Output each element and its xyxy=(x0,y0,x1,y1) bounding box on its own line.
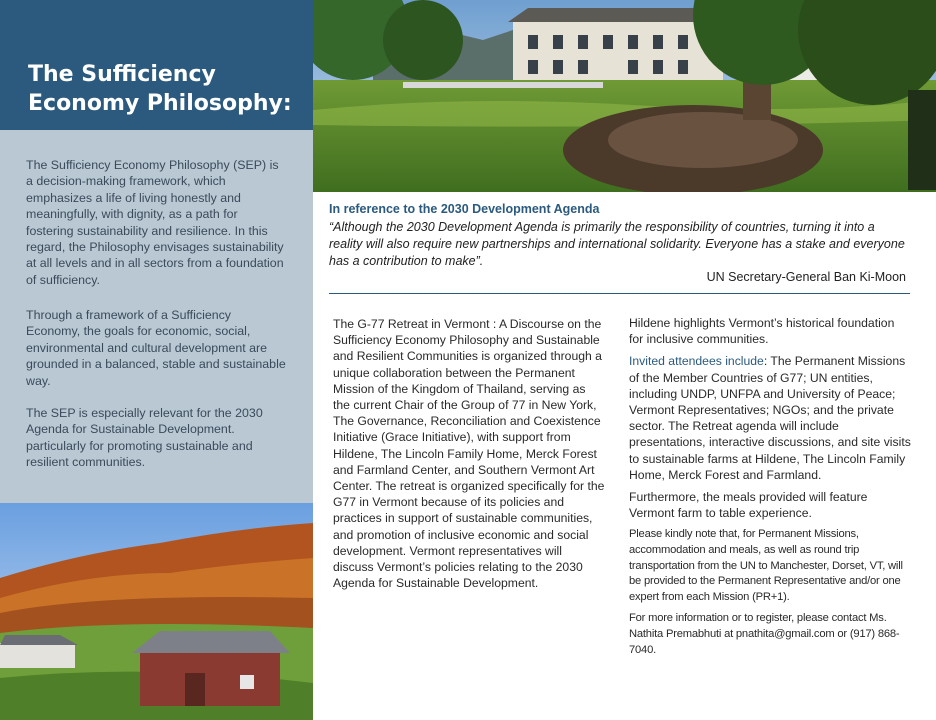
sep-description-panel xyxy=(0,130,313,503)
logistics-note-paragraph: Please kindly note that, for Permanent Missions, accommodation and meals, as well as round trip transportation from the UN to Manchester, Dorset, VT, will be provided to the Permanent Representative and/or one expert from each Mission (PR+1). xyxy=(629,528,903,603)
sep-framework-paragraph: Through a framework of a Sufficiency Economy, the goals for economic, social, environmental and cultural development are grounded in a balanced, stable and sustainable way. xyxy=(26,308,286,388)
invited-attendees-paragraph xyxy=(629,353,911,483)
autumn-barn-photo xyxy=(0,503,313,720)
invited-attendees-label: Invited attendees include xyxy=(629,354,764,369)
quote-heading: In reference to the 2030 Development Agenda xyxy=(329,202,600,216)
quote-attribution: UN Secretary-General Ban Ki-Moon xyxy=(706,270,906,284)
quote-text: “Although the 2030 Development Agenda is primarily the responsibility of countries, turning it into a reality will also require new partnerships and international solidarity. Everyone has a stake and everyone has a contribution to make”. xyxy=(329,220,905,268)
contact-paragraph: For more information or to register, please contact Ms. Nathita Premabhuti at pnathita@gmail.com or (917) 868-7040. xyxy=(629,612,900,656)
hildene-paragraph: Hildene highlights Vermont’s historical foundation for inclusive communities. xyxy=(629,316,895,347)
estate-lawn-photo xyxy=(313,0,936,192)
divider xyxy=(329,293,910,294)
invited-attendees-text: : The Permanent Missions of the Member Countries of G77; UN entities, including UNDP, UNFPA and University of Peace; Vermont Representatives; NGOs; and the private sector. The Retreat agenda will include presentations, interactive discussions, and site visits to sustainable farms at Hildene, The Lincoln Family Home, Merck Forest and Farmland. xyxy=(629,354,911,482)
sep-intro-paragraph: The Sufficiency Economy Philosophy (SEP) is a decision-making framework, which emphasizes a life of living honestly and meaningfully, with dignity, as a path for fostering sustainability and resilience. In this regard, the Philosophy envisages sustainability at all levels and in all sectors from a foundation of sufficiency. xyxy=(26,158,284,287)
meals-paragraph: Furthermore, the meals provided will feature Vermont farm to table experience. xyxy=(629,490,868,521)
retreat-description: The G-77 Retreat in Vermont : A Discourse on the Sufficiency Economy Philosophy and Sustainable and Resilient Communities is organized through a unique collaboration between the Permanent Mission of the Kingdom of Thailand, serving as the current Chair of the Group of 77 in New York, The Governance, Reconciliation and Coexistence Initiative (Grace Initiative), with support from Hildene, The Lincoln Family Home, Merck Forest and Farmland Center, and Southern Vermont Art Center. The retreat is organized specifically for the G77 in Vermont because of its policies and practices in support of sustainable communities, and promotion of inclusive economic and social development. Vermont representatives will discuss Vermont’s policies relating to the 2030 Agenda for Sustainable Development. xyxy=(333,317,605,591)
retreat-details xyxy=(629,315,911,664)
sep-relevance-paragraph: The SEP is especially relevant for the 2030 Agenda for Sustainable Development. particularly for promoting sustainable and resilient communities. xyxy=(26,406,263,470)
page-title: The Sufficiency Economy Philosophy: xyxy=(28,62,292,116)
